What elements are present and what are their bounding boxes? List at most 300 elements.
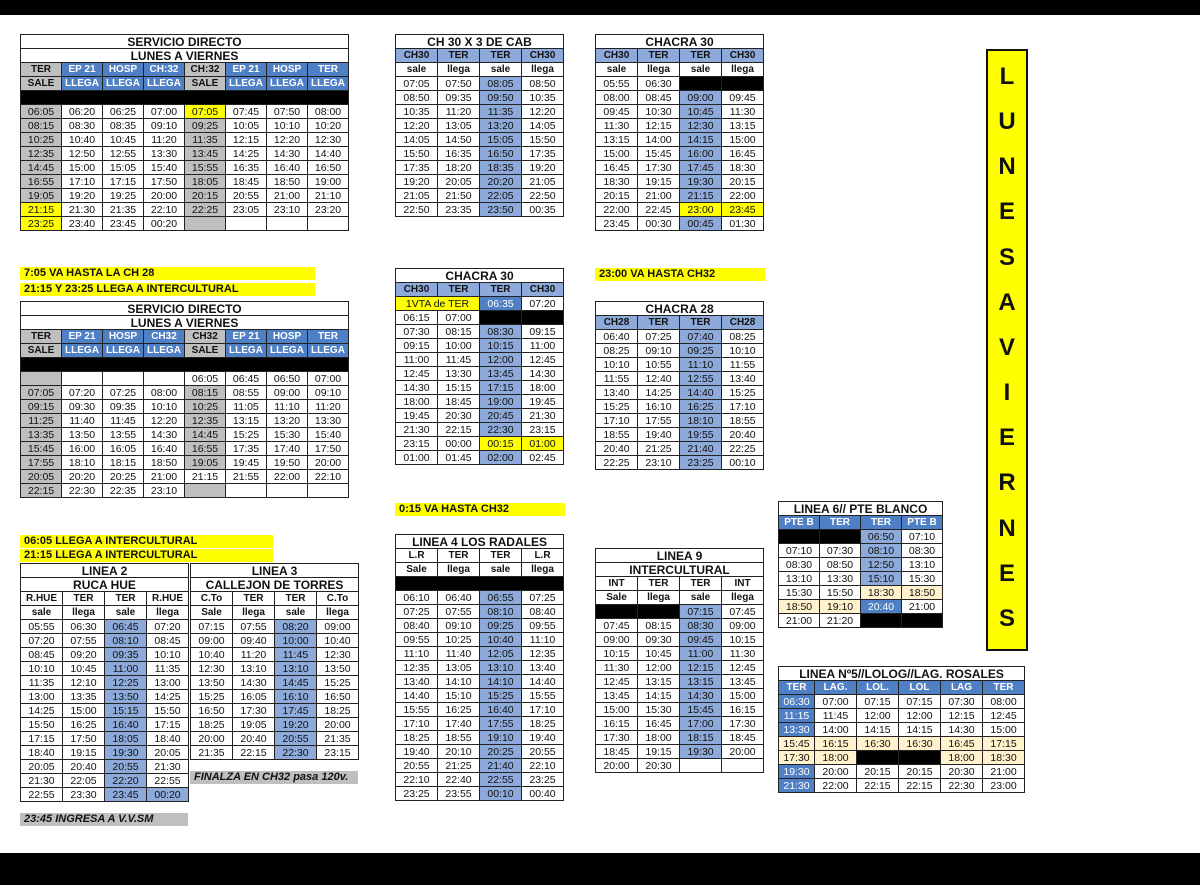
time-cell: 17:30 — [596, 731, 638, 745]
table-row — [596, 119, 764, 133]
time-cell: 09:55 — [522, 619, 564, 633]
time-cell: 21:20 — [820, 614, 861, 628]
column-header: EP 21 — [62, 63, 103, 77]
time-cell: 11:35 — [21, 676, 63, 690]
table-row — [21, 133, 349, 147]
table-row — [779, 723, 1025, 737]
time-cell: 22:30 — [941, 779, 983, 793]
lunes-a-viernes-vertical-label — [986, 49, 1028, 651]
time-cell: 17:50 — [63, 732, 105, 746]
time-cell — [226, 484, 267, 498]
column-header: TER — [820, 516, 861, 530]
time-cell: 20:15 — [596, 189, 638, 203]
column-header: LLEGA — [267, 344, 308, 358]
column-header: TER — [983, 681, 1025, 695]
time-cell: 10:10 — [144, 400, 185, 414]
time-cell: 21:35 — [103, 203, 144, 217]
time-cell: 19:30 — [680, 175, 722, 189]
time-cell: 19:05 — [185, 456, 226, 470]
column-header: LAG. — [815, 681, 857, 695]
time-cell: 14:40 — [396, 689, 438, 703]
table-row — [396, 745, 564, 759]
time-cell: 08:30 — [480, 325, 522, 339]
time-cell: 12:45 — [983, 709, 1025, 723]
table-title: LINEA 6// PTE BLANCO — [779, 502, 943, 516]
time-cell: 17:45 — [275, 704, 317, 718]
column-header: L.R — [522, 549, 564, 563]
time-cell: 20:15 — [899, 765, 941, 779]
time-cell: 08:50 — [820, 558, 861, 572]
time-cell — [899, 751, 941, 765]
column-header: HOSP — [267, 330, 308, 344]
table-row — [596, 400, 764, 414]
table-title: LINEA 4 LOS RADALES — [396, 535, 564, 549]
time-cell: 13:30 — [308, 414, 349, 428]
time-cell: 18:40 — [147, 732, 189, 746]
time-cell: 23:15 — [396, 437, 438, 451]
time-cell — [680, 759, 722, 773]
time-cell: 06:35 — [480, 297, 522, 311]
time-cell: 20:20 — [480, 175, 522, 189]
time-cell: 07:55 — [233, 620, 275, 634]
time-cell: 12:20 — [396, 119, 438, 133]
table-row — [396, 619, 564, 633]
time-cell: 20:05 — [147, 746, 189, 760]
table-linea-6-pte-blanco — [778, 501, 943, 628]
time-cell: 10:10 — [147, 648, 189, 662]
time-cell: 20:05 — [21, 470, 62, 484]
time-cell: 14:05 — [396, 133, 438, 147]
time-cell: 06:40 — [596, 330, 638, 344]
time-cell: 20:55 — [226, 189, 267, 203]
time-cell: 00:35 — [522, 203, 564, 217]
time-cell: 09:10 — [638, 344, 680, 358]
time-cell: 20:40 — [722, 428, 764, 442]
time-cell: 19:45 — [522, 395, 564, 409]
time-cell: 15:10 — [438, 689, 480, 703]
column-header: CH30 — [396, 49, 438, 63]
time-cell: 19:40 — [638, 428, 680, 442]
time-cell: 13:40 — [522, 661, 564, 675]
time-cell: 08:00 — [308, 105, 349, 119]
time-cell: 22:15 — [899, 779, 941, 793]
time-cell: 15:40 — [144, 161, 185, 175]
time-cell: 15:05 — [103, 161, 144, 175]
column-header: llega — [438, 563, 480, 577]
time-cell: 08:30 — [779, 558, 820, 572]
time-cell: 10:30 — [638, 105, 680, 119]
note-23-45-ingresa: 23:45 INGRESA A V.V.SM — [20, 813, 188, 826]
time-cell: 09:00 — [267, 386, 308, 400]
column-header: llega — [233, 606, 275, 620]
column-header: CH:32 — [185, 63, 226, 77]
time-cell: 20:00 — [308, 456, 349, 470]
time-cell: 17:10 — [596, 414, 638, 428]
time-cell: 08:00 — [144, 386, 185, 400]
column-header: TER — [480, 283, 522, 297]
column-header: CH30 — [522, 283, 564, 297]
time-cell: 10:25 — [438, 633, 480, 647]
time-cell: 13:20 — [267, 414, 308, 428]
column-header: TER — [480, 549, 522, 563]
time-cell: 13:45 — [185, 147, 226, 161]
time-cell: 22:25 — [185, 203, 226, 217]
time-cell: 07:45 — [596, 619, 638, 633]
column-header: LOL — [899, 681, 941, 695]
time-cell: 14:30 — [941, 723, 983, 737]
time-cell: 07:00 — [308, 372, 349, 386]
time-cell: 12:35 — [185, 414, 226, 428]
time-cell: 18:00 — [396, 395, 438, 409]
table-row — [21, 203, 349, 217]
time-cell: 12:00 — [638, 661, 680, 675]
column-header: INT — [722, 577, 764, 591]
time-cell: 11:40 — [438, 647, 480, 661]
time-cell: 15:45 — [638, 147, 680, 161]
time-cell: 16:05 — [233, 690, 275, 704]
table-row — [596, 386, 764, 400]
time-cell: 07:25 — [638, 330, 680, 344]
time-cell: 11:10 — [522, 633, 564, 647]
time-cell: 08:15 — [638, 619, 680, 633]
note-21-15-23-25: 21:15 Y 23:25 LLEGA A INTERCULTURAL — [20, 283, 315, 296]
column-header: TER — [21, 330, 62, 344]
table-title: SERVICIO DIRECTO — [21, 35, 349, 49]
time-cell: 14:15 — [857, 723, 899, 737]
time-cell: 14:45 — [275, 676, 317, 690]
time-cell: 22:10 — [396, 773, 438, 787]
time-cell: 13:35 — [21, 428, 62, 442]
time-cell: 15:45 — [779, 737, 815, 751]
time-cell: 18:40 — [21, 746, 63, 760]
column-header: CH30 — [722, 49, 764, 63]
time-cell: 11:20 — [144, 133, 185, 147]
table-row — [596, 133, 764, 147]
time-cell: 14:00 — [638, 133, 680, 147]
time-cell: 08:15 — [185, 386, 226, 400]
time-cell: 23:15 — [317, 746, 359, 760]
time-cell: 13:10 — [233, 662, 275, 676]
time-cell: 13:10 — [902, 558, 943, 572]
time-cell: 07:30 — [820, 544, 861, 558]
time-cell: 10:45 — [680, 105, 722, 119]
column-header: TER — [308, 330, 349, 344]
column-header: llega — [638, 63, 680, 77]
time-cell: 13:10 — [275, 662, 317, 676]
table-row — [596, 456, 764, 470]
time-cell: 07:20 — [147, 620, 189, 634]
column-header: TER — [779, 681, 815, 695]
column-header: TER — [680, 316, 722, 330]
time-cell: 10:00 — [438, 339, 480, 353]
time-cell: 21:30 — [62, 203, 103, 217]
table-row — [396, 175, 564, 189]
time-cell — [522, 311, 564, 325]
time-cell: 11:45 — [103, 414, 144, 428]
table-row — [596, 77, 764, 91]
time-cell: 23:25 — [680, 456, 722, 470]
column-header: sale — [480, 563, 522, 577]
table-row — [596, 647, 764, 661]
time-cell: 17:15 — [21, 732, 63, 746]
table-row — [396, 339, 564, 353]
time-cell: 22:15 — [857, 779, 899, 793]
time-cell: 18:45 — [596, 745, 638, 759]
vertical-letter: S — [998, 604, 1015, 632]
vertical-letter: U — [998, 108, 1016, 136]
time-cell: 09:10 — [438, 619, 480, 633]
time-cell: 11:40 — [62, 414, 103, 428]
column-header: HOSP — [103, 330, 144, 344]
time-cell: 11:15 — [779, 709, 815, 723]
time-cell — [857, 751, 899, 765]
time-cell: 09:15 — [21, 400, 62, 414]
time-cell: 15:25 — [191, 690, 233, 704]
table-row — [596, 105, 764, 119]
time-cell: 15:25 — [596, 400, 638, 414]
time-cell: 07:10 — [902, 530, 943, 544]
time-cell: 20:15 — [857, 765, 899, 779]
time-cell: 19:00 — [308, 175, 349, 189]
time-cell: 14:25 — [21, 704, 63, 718]
column-header: EP 21 — [62, 330, 103, 344]
time-cell: 12:25 — [105, 676, 147, 690]
time-cell: 01:30 — [722, 217, 764, 231]
time-cell: 08:25 — [596, 344, 638, 358]
time-cell: 13:30 — [820, 572, 861, 586]
table-row — [779, 737, 1025, 751]
time-cell: 23:35 — [438, 203, 480, 217]
time-cell: 07:55 — [438, 605, 480, 619]
time-cell — [480, 311, 522, 325]
time-cell — [722, 759, 764, 773]
table-row — [21, 788, 189, 802]
column-header: C.To — [317, 592, 359, 606]
time-cell: 17:15 — [103, 175, 144, 189]
time-cell: 15:30 — [267, 428, 308, 442]
time-cell: 14:00 — [815, 723, 857, 737]
time-cell: 17:10 — [396, 717, 438, 731]
column-header: TER — [638, 316, 680, 330]
time-cell: 12:55 — [680, 372, 722, 386]
table-row — [396, 591, 564, 605]
time-cell: 16:25 — [63, 718, 105, 732]
time-cell: 06:45 — [226, 372, 267, 386]
time-cell: 22:10 — [522, 759, 564, 773]
time-cell: 15:10 — [861, 572, 902, 586]
column-header: llega — [317, 606, 359, 620]
table-row — [779, 572, 943, 586]
time-cell: 21:00 — [267, 189, 308, 203]
table-row — [21, 147, 349, 161]
table-row — [21, 105, 349, 119]
time-cell: 20:00 — [815, 765, 857, 779]
column-header: LLEGA — [103, 77, 144, 91]
time-cell: 17:30 — [638, 161, 680, 175]
time-cell: 19:20 — [275, 718, 317, 732]
time-cell: 13:40 — [722, 372, 764, 386]
time-cell: 13:05 — [438, 119, 480, 133]
time-cell: 02:00 — [480, 451, 522, 465]
time-cell: 15:50 — [21, 718, 63, 732]
time-cell: 21:00 — [638, 189, 680, 203]
time-cell: 12:20 — [522, 105, 564, 119]
table-subtitle: LUNES A VIERNES — [21, 316, 349, 330]
column-header: LOL. — [857, 681, 899, 695]
time-cell: 18:50 — [144, 456, 185, 470]
table-row — [596, 175, 764, 189]
column-header: TER — [21, 63, 62, 77]
time-cell: 14:05 — [522, 119, 564, 133]
table-row — [396, 731, 564, 745]
time-cell: 07:50 — [438, 77, 480, 91]
table-row — [21, 372, 349, 386]
table-ch30-x3-cab — [395, 34, 564, 217]
time-cell: 08:15 — [438, 325, 480, 339]
time-cell: 20:20 — [62, 470, 103, 484]
time-cell — [185, 217, 226, 231]
time-cell: 11:30 — [596, 661, 638, 675]
time-cell: 22:20 — [105, 774, 147, 788]
time-cell: 12:15 — [680, 661, 722, 675]
time-cell: 10:40 — [317, 634, 359, 648]
time-cell: 19:45 — [396, 409, 438, 423]
time-cell: 17:35 — [522, 147, 564, 161]
time-cell: 20:00 — [596, 759, 638, 773]
time-cell: 12:50 — [62, 147, 103, 161]
table-row — [21, 718, 189, 732]
time-cell: 01:00 — [522, 437, 564, 451]
time-cell: 12:30 — [317, 648, 359, 662]
time-cell: 14:15 — [899, 723, 941, 737]
time-cell: 23:10 — [267, 203, 308, 217]
time-cell: 09:00 — [191, 634, 233, 648]
table-row — [779, 614, 943, 628]
column-header: Sale — [191, 606, 233, 620]
table-row — [396, 133, 564, 147]
time-cell: 18:30 — [722, 161, 764, 175]
time-cell: 15:05 — [480, 133, 522, 147]
time-cell — [861, 614, 902, 628]
time-cell: 10:45 — [63, 662, 105, 676]
table-row — [596, 372, 764, 386]
time-cell: 23:25 — [21, 217, 62, 231]
time-cell: 08:45 — [147, 634, 189, 648]
time-cell: 06:05 — [185, 372, 226, 386]
time-cell — [902, 614, 943, 628]
time-cell: 17:55 — [480, 717, 522, 731]
time-cell: 08:45 — [638, 91, 680, 105]
time-cell: 14:30 — [680, 689, 722, 703]
time-cell: 16:10 — [638, 400, 680, 414]
time-cell: 21:10 — [308, 189, 349, 203]
time-cell: 23:45 — [103, 217, 144, 231]
table-row — [396, 647, 564, 661]
table-row — [596, 428, 764, 442]
time-cell — [638, 605, 680, 619]
table-row — [191, 676, 359, 690]
time-cell: 00:20 — [147, 788, 189, 802]
time-cell: 14:30 — [396, 381, 438, 395]
time-cell: 18:15 — [680, 731, 722, 745]
time-cell: 19:15 — [63, 746, 105, 760]
time-cell: 23:00 — [680, 203, 722, 217]
time-cell: 11:35 — [185, 133, 226, 147]
time-cell — [820, 530, 861, 544]
time-cell: 15:50 — [147, 704, 189, 718]
time-cell: 10:55 — [638, 358, 680, 372]
time-cell: 16:50 — [308, 161, 349, 175]
time-cell: 22:15 — [21, 484, 62, 498]
note-7-05: 7:05 VA HASTA LA CH 28 — [20, 267, 315, 280]
time-cell: 11:30 — [596, 119, 638, 133]
table-row — [779, 586, 943, 600]
column-header: llega — [522, 63, 564, 77]
time-cell: 21:05 — [522, 175, 564, 189]
table-subtitle: CALLEJON DE TORRES — [191, 578, 359, 592]
column-header: LLEGA — [267, 77, 308, 91]
vertical-letter: V — [998, 333, 1015, 361]
time-cell: 09:30 — [638, 633, 680, 647]
time-cell: 06:20 — [62, 105, 103, 119]
table-chacra-28 — [595, 301, 764, 470]
time-cell: 09:45 — [722, 91, 764, 105]
time-cell: 17:10 — [522, 703, 564, 717]
time-cell: 11:35 — [480, 105, 522, 119]
table-row — [21, 400, 349, 414]
time-cell: 13:15 — [680, 675, 722, 689]
table-row — [21, 217, 349, 231]
time-cell — [267, 484, 308, 498]
vertical-letter: N — [998, 514, 1016, 542]
time-cell: 12:35 — [21, 147, 62, 161]
time-cell: 11:20 — [233, 648, 275, 662]
time-cell: 13:20 — [480, 119, 522, 133]
time-cell: 20:55 — [396, 759, 438, 773]
time-cell: 23:10 — [144, 484, 185, 498]
time-cell: 23:55 — [438, 787, 480, 801]
time-cell: 21:15 — [680, 189, 722, 203]
table-row — [779, 765, 1025, 779]
time-cell: 22:40 — [438, 773, 480, 787]
time-cell: 18:05 — [105, 732, 147, 746]
time-cell: 23:30 — [63, 788, 105, 802]
time-cell: 16:35 — [438, 147, 480, 161]
table-row — [596, 442, 764, 456]
time-cell: 00:00 — [438, 437, 480, 451]
time-cell: 00:15 — [480, 437, 522, 451]
table-row — [21, 746, 189, 760]
time-cell: 10:15 — [480, 339, 522, 353]
time-cell: 13:30 — [438, 367, 480, 381]
column-header: TER — [438, 549, 480, 563]
table-title: CHACRA 30 — [396, 269, 564, 283]
table-row — [779, 709, 1025, 723]
column-header: EP 21 — [226, 63, 267, 77]
column-header: sale — [680, 591, 722, 605]
time-cell: 17:35 — [396, 161, 438, 175]
time-cell: 22:50 — [522, 189, 564, 203]
table-row — [191, 746, 359, 760]
time-cell: 05:55 — [596, 77, 638, 91]
time-cell: 18:00 — [522, 381, 564, 395]
time-cell: 06:40 — [438, 591, 480, 605]
table-title: LINEA 9 — [596, 549, 764, 563]
time-cell: 11:30 — [722, 647, 764, 661]
time-cell: 20:30 — [438, 409, 480, 423]
time-cell: 12:00 — [857, 709, 899, 723]
table-row — [21, 704, 189, 718]
